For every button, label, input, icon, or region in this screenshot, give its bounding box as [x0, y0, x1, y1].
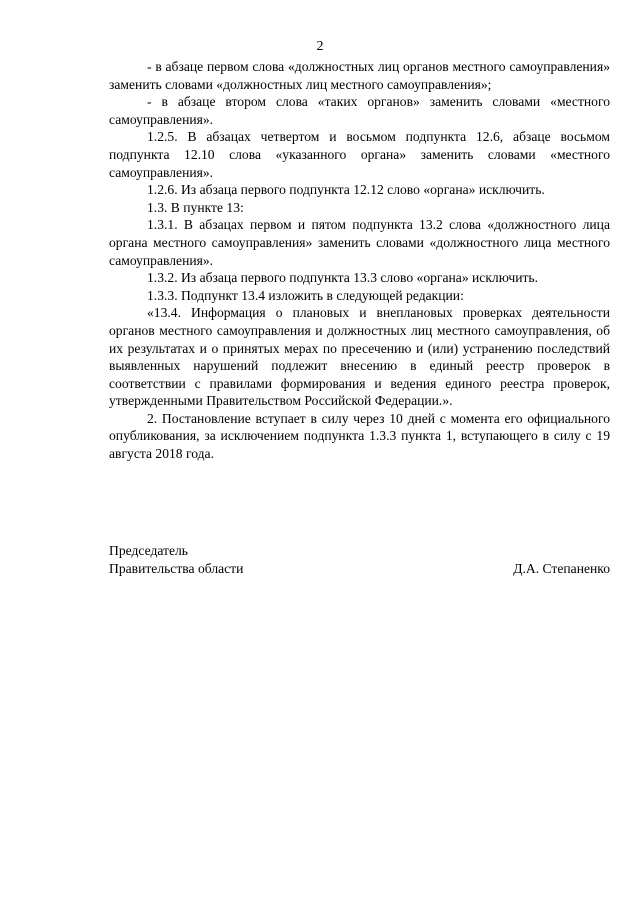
signer-name: Д.А. Степаненко — [513, 560, 610, 576]
paragraph-8: 1.3.3. Подпункт 13.4 изложить в следующей редакции: — [147, 287, 464, 303]
page-number: 2 — [316, 39, 324, 54]
paragraph-6: 1.3.1. В абзацах первом и пятом подпункта 13.2 слова «должностного лица органа местного самоуправления» заменить словами «должностного лица местного самоуправления». — [109, 217, 610, 268]
paragraph-4: 1.2.6. Из абзаца первого подпункта 12.12 слово «органа» исключить. — [147, 182, 545, 198]
paragraph-3: 1.2.5. В абзацах четвертом и восьмом подпункта 12.6, абзаце восьмом подпункта 12.10 слова «указанного органа» заменить словами «местного самоуправления». — [109, 129, 610, 180]
paragraph-9: «13.4. Информация о плановых и внеплановых проверках деятельности органов местного самоуправления и должностных лиц местного самоуправления, об их результатах и о принятых мерах по пресечению и (или) устранению последствий выявленных нарушений подлежит внесению в единый реестр проверок в соответствии с правилами формирования и ведения единого реестра проверок, утвержденными Правительством Российской Федерации.». — [109, 305, 610, 409]
document-body — [109, 58, 610, 463]
signer-title-line2: Правительства области — [109, 560, 244, 576]
paragraph-2: - в абзаце втором слова «таких органов» заменить словами «местного самоуправления». — [109, 94, 610, 127]
paragraph-10: 2. Постановление вступает в силу через 10 дней с момента его официального опубликования, за исключением подпункта 1.3.3 пункта 1, вступающего в силу с 19 августа 2018 года. — [109, 410, 610, 462]
paragraph-5: 1.3. В пункте 13: — [147, 199, 244, 215]
paragraph-1: - в абзаце первом слова «должностных лиц органов местного самоуправления» заменить словами «должностных лиц местного самоуправления»; — [109, 59, 610, 92]
paragraph-7: 1.3.2. Из абзаца первого подпункта 13.3 слово «органа» исключить. — [147, 270, 539, 286]
signature-row — [109, 560, 610, 578]
signer-title-line1: Председатель — [109, 543, 188, 558]
signature-block — [109, 542, 610, 577]
